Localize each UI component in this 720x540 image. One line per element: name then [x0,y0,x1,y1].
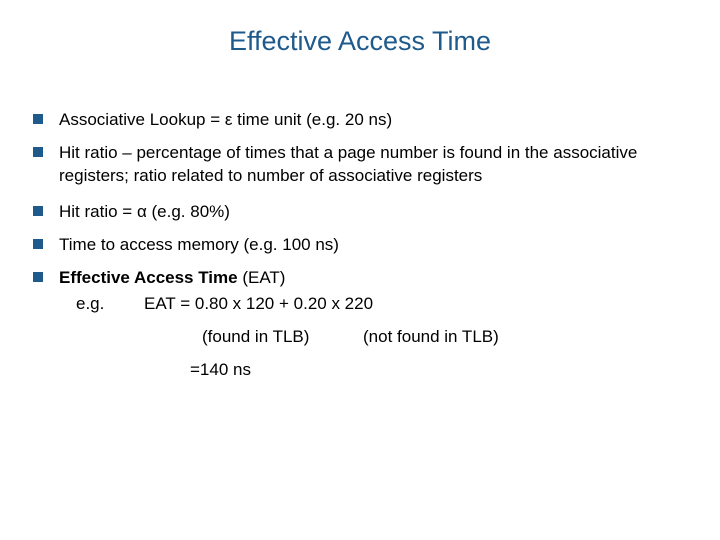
bullet-text: Hit ratio = α (e.g. 80%) [59,202,230,221]
page-title: Effective Access Time [228,26,492,56]
bullet-item [33,141,693,187]
eat-formula: EAT = 0.80 x 120 + 0.20 x 220 [144,294,374,313]
not-found-in-tlb-label: (not found in TLB) [363,327,499,346]
square-bullet-icon [33,206,43,216]
bullet-bold-text: Effective Access Time [59,268,238,287]
found-in-tlb-label: (found in TLB) [202,327,310,346]
bullet-item [33,200,693,223]
bullet-item [33,233,693,256]
square-bullet-icon [33,272,43,282]
bullet-item [33,108,693,131]
bullet-text: Associative Lookup = ε time unit (e.g. 20 ns) [59,110,393,129]
square-bullet-icon [33,114,43,124]
square-bullet-icon [33,147,43,157]
square-bullet-icon [33,239,43,249]
bullet-text: Time to access memory (e.g. 100 ns) [59,235,339,254]
bullet-item [33,266,693,289]
bullet-list [33,108,693,289]
bullet-text: (EAT) [237,268,286,287]
eat-result: =140 ns [190,360,251,379]
bullet-text: Hit ratio – percentage of times that a page number is found in the associative registers; ratio related to number of associative registers [59,143,638,185]
example-prefix: e.g. [76,294,105,313]
